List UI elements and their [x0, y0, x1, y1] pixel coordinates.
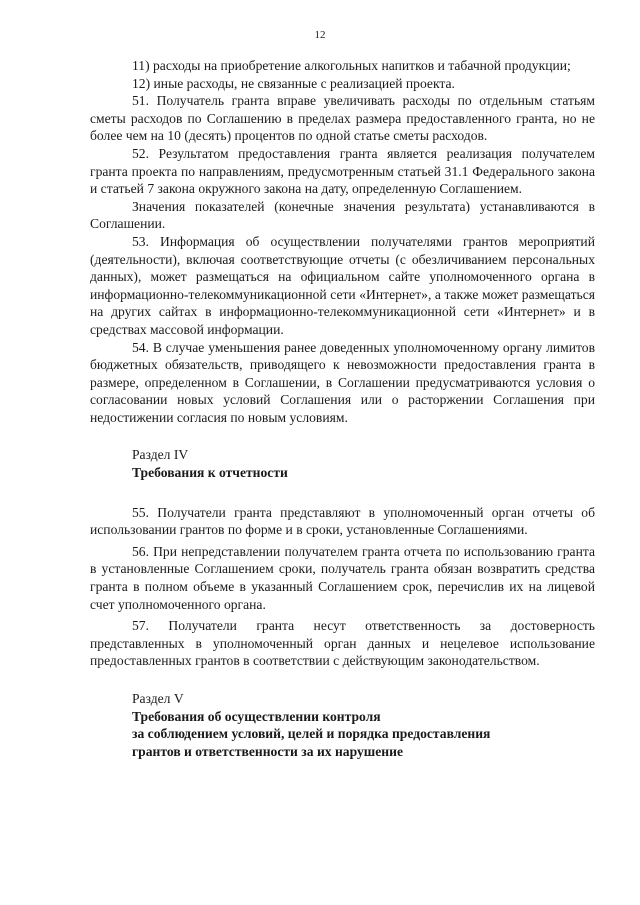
document-body [90, 57, 595, 760]
section-4-label: Раздел IV [132, 447, 189, 463]
paragraph-item-12: 12) иные расходы, не связанные с реализацией проекта. [132, 75, 455, 91]
paragraph-55: 55. Получатели гранта представляют в уполномоченный орган отчеты об использовании грантов по форме и в сроки, установленные Соглашениями. [90, 504, 595, 538]
page-number: 12 [314, 29, 326, 41]
paragraph-52-indicators: Значения показателей (конечные значения результата) устанавливаются в Соглашении. [90, 198, 595, 232]
paragraph-51: 51. Получатель гранта вправе увеличивать расходы по отдельным статьям сметы расходов по Соглашению в пределах размера предоставленного гранта, но не более чем на 10 (десять) процентов по одной статье сметы расходов. [90, 93, 595, 144]
section-5-title-line-1: Требования об осуществлении контроля [132, 708, 381, 724]
section-5-title-line-2: за соблюдением условий, целей и порядка предоставления [132, 726, 491, 742]
paragraph-item-11: 11) расходы на приобретение алкогольных напитков и табачной продукции; [132, 58, 571, 73]
paragraph-57: 57. Получатели гранта несут ответственность за достоверность представленных в уполномоченный орган данных и нецелевое использование предоставленных грантов в соответствии с действующим законодательством. [90, 618, 595, 669]
paragraph-53: 53. Информация об осуществлении получателями грантов мероприятий (деятельности), включая соответствующие отчеты (с обезличиванием персональных данных), может размещаться на официальном сайте уполномоченного органа в информационно-телекоммуникационной сети «Интернет», а также может размещаться на других сайтах в информационно-телекоммуникационной сети «Интернет» и в средствах массовой информации. [90, 233, 595, 337]
section-5-label: Раздел V [132, 691, 184, 706]
paragraph-54: 54. В случае уменьшения ранее доведенных уполномоченному органу лимитов бюджетных обязательств, приводящего к невозможности предоставления гранта в размере, определенном в Соглашении, в Соглашении предусматриваются условия о согласовании новых условий Соглашения или о расторжении Соглашения при недостижении согласия по новым условиям. [90, 339, 595, 425]
section-5-title-line-3: грантов и ответственности за их нарушение [132, 743, 403, 759]
paragraph-52: 52. Результатом предоставления гранта является реализация получателем гранта проекта по направлениям, предусмотренным статьей 31.1 Федерального закона и статьей 7 закона окружного закона на дату, определенную Соглашением. [90, 145, 595, 197]
section-4-title: Требования к отчетности [132, 465, 288, 481]
paragraph-56: 56. При непредставлении получателем гранта отчета по использованию гранта в установленные Соглашением сроки, получатель гранта обязан возвратить средства гранта в полном объеме в указанный Соглашением срок, перечислив их на лицевой счет уполномоченного органа. [90, 543, 595, 612]
